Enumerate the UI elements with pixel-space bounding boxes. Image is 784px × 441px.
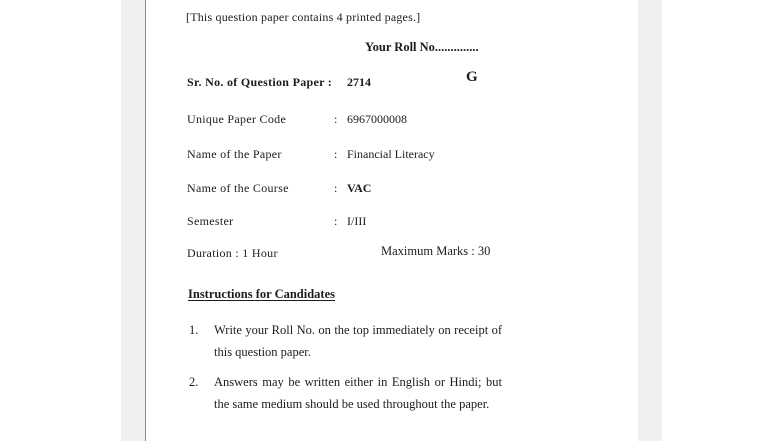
course-name-label: Name of the Course	[187, 181, 289, 195]
paper-code-value: 6967000008	[347, 112, 407, 126]
paper-code-sep: :	[334, 112, 338, 126]
semester-sep: :	[334, 214, 338, 228]
instruction-2-number: 2.	[189, 375, 199, 389]
left-margin-band	[121, 0, 145, 441]
instruction-2-text: Answers may be written either in English or Hindi; but the same medium should be used throughout the paper.	[214, 375, 502, 411]
roll-number-field: Your Roll No..............	[365, 40, 479, 54]
right-margin-band	[638, 0, 662, 441]
semester-value: I/III	[347, 214, 367, 228]
course-name-sep: :	[334, 181, 338, 195]
serial-number-label: Sr. No. of Question Paper :	[187, 75, 333, 89]
course-name-value: VAC	[347, 181, 372, 195]
page-left-edge	[145, 0, 146, 441]
paper-name-sep: :	[334, 147, 338, 161]
paper-code-label: Unique Paper Code	[187, 112, 287, 126]
set-code: G	[466, 69, 478, 85]
paper-name-label: Name of the Paper	[187, 147, 282, 161]
paper-name-value: Financial Literacy	[347, 147, 435, 161]
instruction-1-text: Write your Roll No. on the top immediately on receipt of this question paper.	[214, 323, 502, 359]
page-count-note: [This question paper contains 4 printed pages.]	[186, 10, 421, 24]
semester-label: Semester	[187, 214, 234, 228]
instruction-1-number: 1.	[189, 323, 199, 337]
maximum-marks: Maximum Marks : 30	[381, 244, 491, 258]
duration: Duration : 1 Hour	[187, 246, 278, 260]
serial-number-value: 2714	[347, 75, 371, 89]
instructions-heading: Instructions for Candidates	[188, 287, 336, 301]
